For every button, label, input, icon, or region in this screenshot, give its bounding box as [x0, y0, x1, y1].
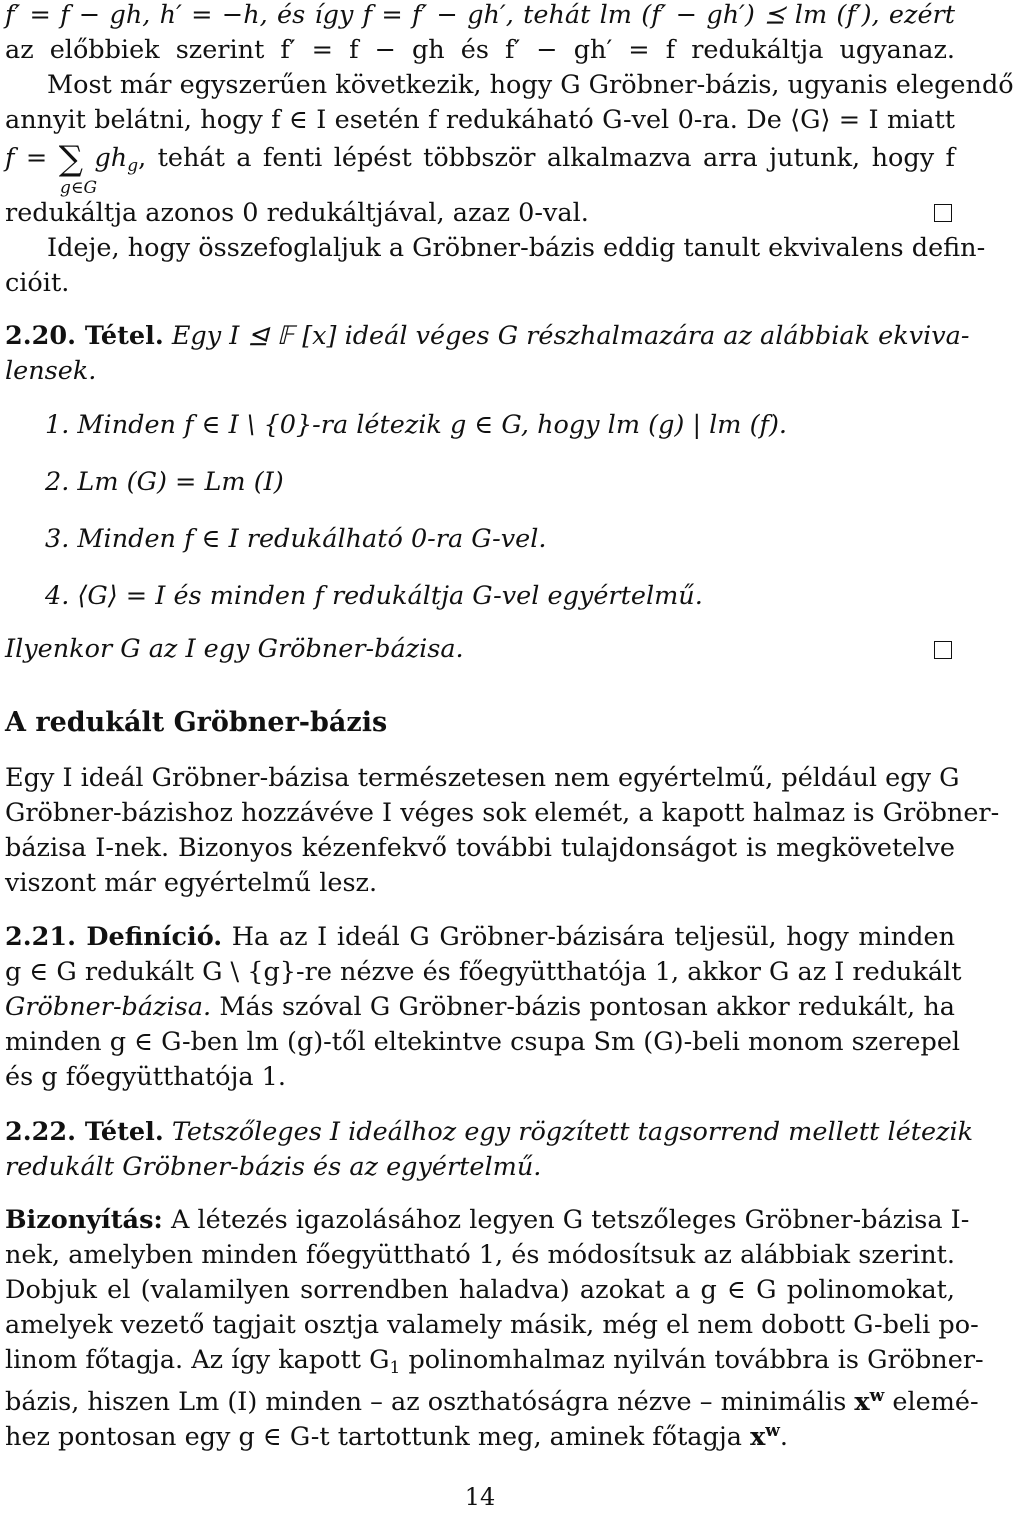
proof-line: [5, 1345, 984, 1383]
proof-line: annyit belátni, hogy f ∈ I esetén f redukáható G-vel 0-ra. De ⟨G⟩ = I miatt: [5, 105, 955, 135]
formula-subscript: g: [127, 156, 139, 176]
paragraph-line: Gröbner-bázishoz hozzávéve I véges sok elemét, a kapott halmaz is Gröbner-: [5, 798, 1000, 828]
paragraph-line: Egy I ideál Gröbner-bázisa természetesen nem egyértelmű, például egy G: [5, 763, 960, 793]
superscript-w: w: [765, 1421, 780, 1441]
subscript: 1: [389, 1358, 401, 1378]
proof-line: az előbbiek szerint f′ = f − gh és f′ − gh′ = f redukáltja ugyanaz.: [5, 35, 955, 65]
proof-text: bázis, hiszen Lm (I) minden – az oszthatóságra nézve – minimális: [5, 1387, 855, 1417]
section-title: A redukált Gröbner-bázis: [5, 707, 388, 738]
proof-line: Most már egyszerűen következik, hogy G Gröbner-bázis, ugyanis elegendő: [47, 70, 1014, 100]
definition-2-21: [5, 922, 955, 952]
sum-symbol: ∑: [58, 139, 83, 179]
definition-line: minden g ∈ G-ben lm (g)-től eltekintve csupa Sm (G)-beli monom szerepel: [5, 1027, 961, 1057]
page-number: 14: [464, 1483, 496, 1511]
theorem-statement: Tetszőleges I ideálhoz egy rögzített tagsorrend mellett létezik: [171, 1117, 974, 1147]
sum-index: g∈G: [60, 178, 98, 198]
proof-text: .: [779, 1422, 789, 1452]
theorem-label: 2.20. Tétel.: [5, 321, 164, 351]
theorem-statement: redukált Gröbner-bázis és az egyértelmű.: [5, 1152, 542, 1182]
superscript-w: w: [869, 1386, 885, 1406]
definition-line: [5, 992, 955, 1022]
theorem-item: 3. Minden f ∈ I redukálható 0-ra G-vel.: [45, 524, 547, 554]
proof-line: cióit.: [5, 268, 70, 298]
definition-text: Ha az I ideál G Gröbner-bázisára teljesül, hogy minden: [231, 922, 956, 952]
proof-line: nek, amelyben minden főegyüttható 1, és módosítsuk az alábbiak szerint.: [5, 1240, 955, 1270]
monomial-x: x: [854, 1387, 870, 1417]
sum-formula-line: [5, 139, 955, 181]
proof-start: [5, 1205, 970, 1235]
proof-text: hez pontosan egy g ∈ G-t tartottunk meg, aminek főtagja: [5, 1422, 751, 1452]
theorem-statement: lensek.: [5, 356, 97, 386]
formula-lhs: f =: [5, 143, 48, 173]
proof-text: elemé-: [884, 1387, 979, 1417]
proof-line: Dobjuk el (valamilyen sorrendben haladva) azokat a g ∈ G polinomokat,: [5, 1275, 955, 1305]
proof-line: amelyek vezető tagjait osztja valamely másik, még el nem dobott G-beli po-: [5, 1310, 979, 1340]
theorem-closing: Ilyenkor G az I egy Gröbner-bázisa.: [5, 634, 464, 664]
proof-line: [5, 1416, 788, 1452]
formula-term: gh: [94, 143, 128, 173]
proof-text: polinomhalmaz nyilván továbbra is Gröbner-: [400, 1345, 984, 1375]
proof-line: f′ = f − gh, h′ = −h, és így f = f′ − gh′, tehát lm (f′ − gh′) ⪯ lm (f′), ezért: [5, 0, 955, 30]
theorem-statement: Egy I ⊴ 𝔽 [x] ideál véges G részhalmazára az alábbiak ekviva-: [171, 321, 970, 351]
definition-text: Más szóval G Gröbner-bázis pontosan akkor redukált, ha: [219, 992, 956, 1022]
theorem-item: 4. ⟨G⟩ = I és minden f redukáltja G-vel egyértelmű.: [45, 581, 703, 611]
theorem-2-22: [5, 1117, 974, 1147]
proof-label: Bizonyítás:: [5, 1205, 163, 1235]
proof-text: linom főtagja. Az így kapott G: [5, 1345, 390, 1375]
qed-box: [934, 204, 952, 226]
definition-line: g ∈ G redukált G \ {g}-re nézve és főegyütthatója 1, akkor G az I redukált: [5, 957, 962, 987]
proof-text: A létezés igazolásához legyen G tetszőleges Gröbner-bázisa I-: [170, 1205, 970, 1235]
proof-line: [5, 1381, 979, 1417]
theorem-item: 2. Lm (G) = Lm (I): [45, 467, 284, 497]
theorem-item: 1. Minden f ∈ I \ {0}-ra létezik g ∈ G, hogy lm (g) | lm (f).: [45, 410, 788, 440]
qed-box: [934, 641, 952, 663]
paragraph-line: viszont már egyértelmű lesz.: [5, 868, 378, 898]
theorem-label: 2.22. Tétel.: [5, 1117, 164, 1147]
formula-rest: , tehát a fenti lépést többször alkalmazva arra jutunk, hogy f: [138, 143, 955, 173]
theorem-2-20: [5, 321, 970, 351]
paragraph-line: bázisa I-nek. Bizonyos kézenfekvő további tulajdonságot is megkövetelve: [5, 833, 955, 863]
proof-line: Ideje, hogy összefoglaljuk a Gröbner-bázis eddig tanult ekvivalens defin-: [47, 233, 986, 263]
definition-label: 2.21. Definíció.: [5, 922, 223, 952]
proof-line: redukáltja azonos 0 redukáltjával, azaz 0-val.: [5, 198, 589, 228]
monomial-x: x: [750, 1422, 766, 1452]
definition-term: Gröbner-bázisa.: [5, 992, 212, 1022]
definition-line: és g főegyütthatója 1.: [5, 1062, 287, 1092]
